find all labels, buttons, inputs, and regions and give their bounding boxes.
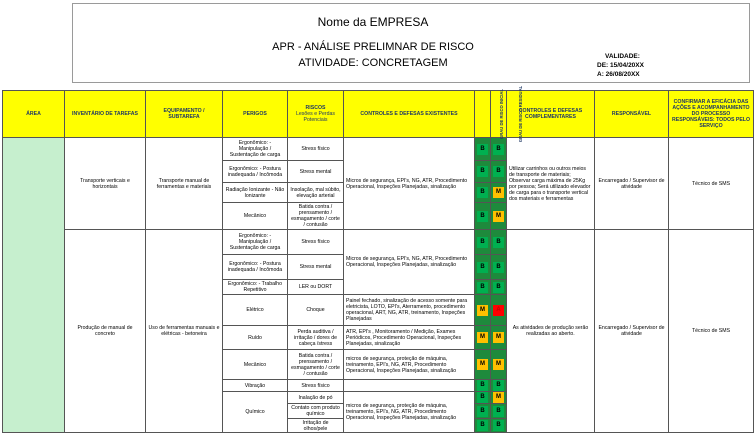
grade-badge: B: [493, 420, 504, 431]
grade-badge: M: [493, 187, 504, 198]
responsavel-cell: Encarregado / Supervisor de atividade: [595, 138, 669, 230]
grade-badge: B: [493, 406, 504, 417]
grau-residual-cell: [491, 138, 507, 161]
table-row: [3, 230, 754, 255]
grade-badge: B: [477, 282, 488, 293]
col-riscos-title: RISCOS: [305, 105, 326, 111]
grade-badge: B: [477, 144, 488, 155]
validity-to: A: 26/08/20XX: [597, 71, 640, 78]
complementares-cell: Utilizar carrinhos ou outros meios de transporte de materiais; Observar carga máxima de 25Kg por pessoa; Será utilizado elevador de carga para o transporte vertical dos materiais e ferramentas: [507, 138, 595, 230]
company-name: Nome da EMPRESA: [317, 15, 429, 29]
perigo-cell: Elétrico: [223, 295, 288, 326]
col-controles: CONTROLES E DEFESAS EXISTENTES: [344, 91, 475, 138]
perigo-cell: Ergonômico: - Postura inadequada / Incômoda: [223, 161, 288, 183]
grade-badge: M: [493, 211, 504, 222]
grau-inicial-cell: [475, 138, 491, 161]
grade-badge: B: [493, 166, 504, 177]
grade-badge: M: [493, 332, 504, 343]
grau-residual-cell: [491, 350, 507, 380]
col-riscos: [288, 91, 344, 138]
perigo-cell: Ergonômico: - Manipulação / Sustentação de carga: [223, 138, 288, 161]
col-grau-inicial: [475, 88, 505, 140]
risco-cell: Stress mental: [288, 255, 344, 280]
grau-residual-cell: [491, 380, 507, 392]
grade-badge: B: [477, 262, 488, 273]
risco-cell: Insolação, mal súbito, elevação arterial: [288, 183, 344, 203]
grade-badge: A: [493, 305, 504, 316]
grau-inicial-cell: [475, 326, 491, 350]
grau-inicial-cell: [475, 161, 491, 183]
responsavel-cell: Encarregado / Supervisor de atividade: [595, 230, 669, 433]
perigo-cell: Radiação Ionizante - Não Ionizante: [223, 183, 288, 203]
risco-cell: Stress físico: [288, 138, 344, 161]
col-equipamento: EQUIPAMENTO / SUBTAREFA: [146, 91, 223, 138]
risco-cell: Stress mental: [288, 161, 344, 183]
risco-cell: Perda auditiva / irritação / dores de cabeça /stress: [288, 326, 344, 350]
controle-cell: micros de segurança, proteção de máquina, treinamento, EPI's, NG, ATR, Procedimento Operacional, Inspeções Planejadas, sinalização: [344, 392, 475, 433]
grau-residual-cell: [491, 404, 507, 419]
grau-inicial-cell: [475, 295, 491, 326]
grade-badge: B: [477, 237, 488, 248]
grade-badge: B: [477, 187, 488, 198]
grau-residual-cell: [491, 183, 507, 203]
grau-inicial-cell: [475, 350, 491, 380]
col-responsavel: RESPONSÁVEL: [595, 91, 669, 138]
document-header: [72, 3, 750, 83]
grau-inicial-cell: [475, 230, 491, 255]
apr-title: APR - ANÁLISE PRELIMNAR DE RISCO: [272, 41, 474, 53]
controle-cell-empty: [344, 380, 475, 392]
grau-residual-cell: [491, 255, 507, 280]
grade-badge: M: [477, 359, 488, 370]
equipamento-cell: Uso de ferramentas manuais e elétricas - betoneira: [146, 230, 223, 433]
risk-table: [2, 85, 754, 433]
col-perigos: PERIGOS: [223, 91, 288, 138]
area-cell: [3, 138, 65, 433]
grau-inicial-cell: [475, 255, 491, 280]
grade-badge: B: [477, 380, 488, 391]
validity-block: [585, 52, 644, 79]
risco-cell: Batida contra / prensamento / esmagamento / corte / contusão: [288, 350, 344, 380]
risco-cell: LER ou DORT: [288, 280, 344, 295]
controle-cell: Painel fechado, sinalização de acesso somente para eletricista, LOTO, EPI's, Aterramento, procedimento operacional, ART, NG, ATR, treinamento, Inspeções Planejadas: [344, 295, 475, 326]
risco-cell: Choque: [288, 295, 344, 326]
validity-label: VALIDADE:: [605, 53, 640, 60]
table-row: [3, 138, 754, 161]
col-riscos-sub: Lesões e Perdas Potenciais: [296, 111, 335, 123]
perigo-cell: Ruído: [223, 326, 288, 350]
grau-inicial-cell: [475, 203, 491, 230]
grade-badge: M: [493, 392, 504, 403]
activity-title: ATIVIDADE: CONCRETAGEM: [298, 57, 448, 69]
grade-badge: M: [477, 305, 488, 316]
grade-badge: B: [477, 392, 488, 403]
risco-cell: Contato com produto químico: [288, 404, 344, 419]
perigo-cell: Mecânico: [223, 350, 288, 380]
perigo-cell: Ergonômico: - Manipulação / Sustentação de carga: [223, 230, 288, 255]
col-area: ÁREA: [3, 91, 65, 138]
controle-cell: Micros de segurança, EPI's, NG, ATR, Procedimento Operacional, Inspeções Planejadas, sinalização: [344, 230, 475, 295]
grau-inicial-cell: [475, 183, 491, 203]
grau-residual-cell: [491, 280, 507, 295]
risco-cell: Batida contra / prensamento / esmagamento / corte / contusão: [288, 203, 344, 230]
col-inventario: INVENTÁRIO DE TAREFAS: [65, 91, 146, 138]
risco-cell: Inalação de pó: [288, 392, 344, 404]
grade-badge: M: [477, 332, 488, 343]
perigo-cell: Mecânico: [223, 203, 288, 230]
grau-inicial-cell: [475, 392, 491, 404]
grau-residual-cell: [491, 161, 507, 183]
tarefa-cell: Transporte verticais e horizontais: [65, 138, 146, 230]
controle-cell: micros de segurança, proteção de máquina, treinamento, EPI's, NG, ATR, Procedimento Operacional, Inspeções Planejadas, sinalização: [344, 350, 475, 380]
col-complementares: CONTROLES E DEFESAS COMPLEMENTARES: [507, 91, 595, 138]
risco-cell: Irritação de olhos/pele: [288, 419, 344, 433]
validity-from: DE: 15/04/20XX: [597, 62, 644, 69]
grau-residual-cell: [491, 419, 507, 433]
grau-inicial-cell: [475, 280, 491, 295]
confirmar-cell: Técnico de SMS: [669, 138, 754, 230]
risco-cell: Stress físico: [288, 380, 344, 392]
header-row: [3, 91, 754, 138]
grade-badge: M: [493, 359, 504, 370]
col-confirmar: CONFIRMAR A EFICÁCIA DAS AÇÕES E ACOMPANHAMENTO DO PROCESSO RESPONSÁVEIS: TODOS PELO SERVIÇO: [669, 91, 754, 138]
controle-cell: ATR, EPI's , Monitoramento / Medição, Exames Periódicos, Procedimento Operacional, Inspeções Planejadas, sinalização: [344, 326, 475, 350]
grade-badge: B: [477, 211, 488, 222]
grade-badge: B: [493, 262, 504, 273]
grade-badge: B: [493, 237, 504, 248]
grade-badge: B: [477, 166, 488, 177]
grade-badge: B: [493, 282, 504, 293]
col-grau-residual-label: GRAU DE RISCO RESIDUAL: [518, 85, 524, 143]
grau-inicial-cell: [475, 404, 491, 419]
confirmar-cell: Técnico de SMS: [669, 230, 754, 433]
complementares-cell: As atividades de produção serão realizadas ao aberto.: [507, 230, 595, 433]
grau-inicial-cell: [475, 419, 491, 433]
grau-residual-cell: [491, 392, 507, 404]
grau-inicial-cell: [475, 380, 491, 392]
grade-badge: B: [477, 420, 488, 431]
grau-residual-cell: [491, 230, 507, 255]
col-grau-inicial-label: GRAU DE RISCO INICIAL: [499, 88, 505, 140]
grade-badge: B: [477, 406, 488, 417]
perigo-cell: Químico: [223, 392, 288, 433]
grau-residual-cell: [491, 203, 507, 230]
grade-badge: B: [493, 380, 504, 391]
risco-cell: Stress físico: [288, 230, 344, 255]
equipamento-cell: Transporte manual de ferramentas e materiais: [146, 138, 223, 230]
grau-residual-cell: [491, 326, 507, 350]
perigo-cell: Ergonômico: - Trabalho Repetitivo: [223, 280, 288, 295]
perigo-cell: Ergonômico: - Postura inadequada / Incômoda: [223, 255, 288, 280]
grau-residual-cell: [491, 295, 507, 326]
tarefa-cell: Produção de manual de concreto: [65, 230, 146, 433]
controle-cell: Micros de segurança, EPI's, NG, ATR, Procedimento Operacional, Inspeções Planejadas, sinalização: [344, 138, 475, 230]
perigo-cell: Vibração: [223, 380, 288, 392]
grade-badge: B: [493, 144, 504, 155]
